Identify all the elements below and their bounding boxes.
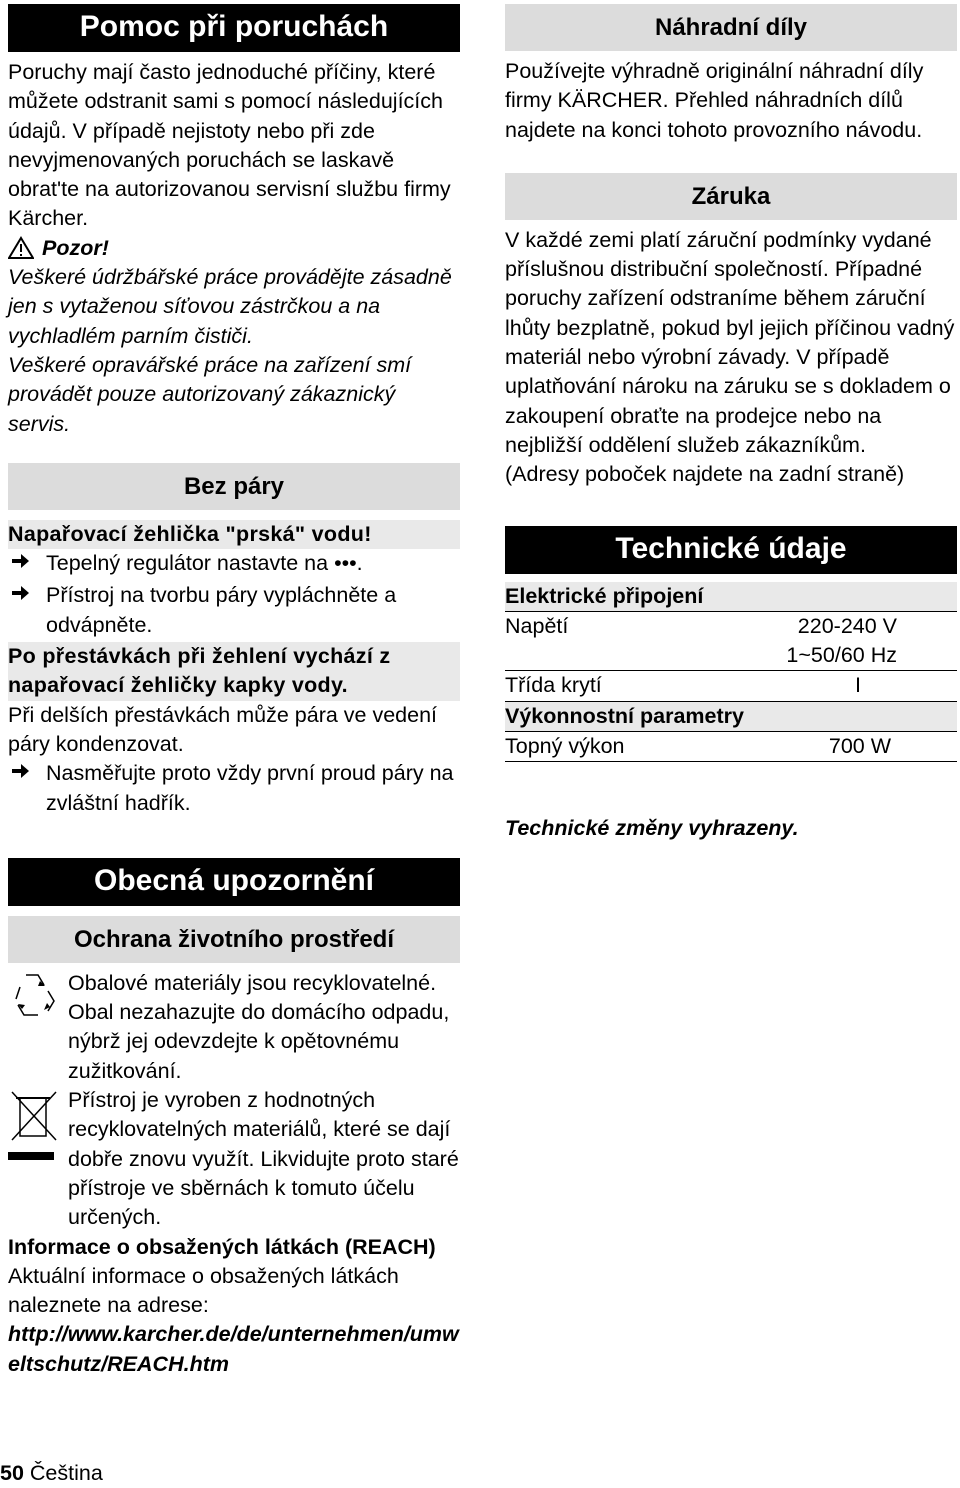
warranty-heading: Záruka: [505, 173, 957, 220]
technical-note: Technické změny vyhrazeny.: [505, 816, 799, 841]
heat-setting-symbol: •••: [334, 551, 357, 576]
voltage-value: 220-240 V: [797, 613, 897, 638]
protection-value: I: [691, 671, 957, 701]
troubleshooting-heading: Pomoc při poruchách: [8, 4, 460, 52]
warning-triangle-icon: [8, 236, 34, 260]
arrow-right-icon: [8, 549, 46, 581]
warning-label-text: Pozor!: [42, 235, 109, 260]
tech-group-1-label: Elektrické připojení: [505, 582, 957, 612]
heating-label: Topný výkon: [505, 732, 691, 762]
disposal-paragraph: [8, 1086, 460, 1232]
step-1a-text: Tepelný regulátor nastavte na: [46, 551, 329, 576]
environment-heading: Ochrana životního prostředí: [8, 916, 460, 963]
tech-row-voltage: [505, 611, 957, 641]
page-language: Čeština: [29, 1461, 103, 1485]
warning-text-1: Veškeré údržbářské práce provádějte zásadně jen s vytaženou síťovou zástrčkou a na vychladlém parním čističi.: [8, 265, 452, 348]
arrow-right-icon: [8, 759, 46, 818]
problem-2: Po přestávkách při žehlení vychází z napařovací žehličky kapky vody.: [8, 642, 460, 701]
warranty-addresses: (Adresy poboček najdete na zadní straně): [505, 462, 905, 487]
tech-row-heating: [505, 732, 957, 762]
page-footer: [0, 1459, 103, 1488]
spare-parts-text: Používejte výhradně originální náhradní díly firmy KÄRCHER. Přehled náhradních dílů najdete na konci tohoto provozního návodu.: [505, 59, 924, 142]
technical-table: [505, 582, 957, 763]
tech-group-electrical: [505, 582, 957, 612]
warning-label: [8, 234, 460, 263]
warning-text-2: Veškeré opravářské práce na zařízení smí provádět pouze autorizovaný zákaznický servis.: [8, 352, 412, 436]
frequency-value: 1~50/60 Hz: [691, 641, 957, 671]
arrow-right-icon: [8, 581, 46, 640]
spare-parts-heading: Náhradní díly: [505, 4, 957, 51]
tech-row-frequency: [505, 641, 957, 671]
recycling-icon: [8, 969, 68, 1086]
step-1b: [8, 581, 460, 640]
tech-row-protection: [505, 671, 957, 701]
heating-value: 700 W: [691, 732, 957, 762]
tech-group-2-label: Výkonnostní parametry: [505, 701, 957, 731]
crossed-bin-icon: [8, 1086, 68, 1232]
tech-group-performance: [505, 701, 957, 731]
voltage-label: Napětí: [505, 613, 569, 638]
text-2: Při delších přestávkách může pára ve vedení páry kondenzovat.: [8, 702, 438, 756]
page-number: 50: [0, 1461, 24, 1485]
warranty-text: V každé zemi platí záruční podmínky vydané příslušnou distribuční společností. Případné poruchy zařízení odstraníme během záruční lhůty bezplatně, pokud byl jejich příčinou vadný materiál nebo výrobní závady. V případě uplatňování nároku na záruku se s dokladem o zakoupení obraťte na prodejce nebo na nejbližší oddělení služeb zákazníkům.: [505, 227, 955, 457]
step-2-text: Nasměřujte proto vždy první proud páry na zvláštní hadřík.: [46, 761, 454, 815]
no-steam-heading: Bez páry: [8, 463, 460, 510]
env-text-2: Přístroj je vyroben z hodnotných recyklovatelných materiálů, které se dají dobře znovu využít. Likvidujte proto staré přístroje ve sběrnách k tomuto účelu určených.: [68, 1088, 459, 1230]
troubleshooting-intro: Poruchy mají často jednoduché příčiny, které můžete odstranit sami s pomocí následujících údajů. V případě nejistoty nebo při zde nevyjmenovaných poruchách se laskavě obrat'te na autorizovanou servisní službu firmy Kärcher.: [8, 60, 451, 231]
left-column: [8, 0, 460, 1379]
env-text-1: Obalové materiály jsou recyklovatelné. Obal nezahazujte do domácího odpadu, nýbrž jej odevzdejte k opětovnému zužitkování.: [68, 970, 450, 1083]
step-1b-text: Přístroj na tvorbu páry vypláchněte a odvápněte.: [46, 583, 397, 637]
reach-heading: Informace o obsažených látkách (REACH): [8, 1234, 436, 1259]
protection-label: Třída krytí: [505, 671, 691, 701]
reach-text: Aktuální informace o obsažených látkách naleznete na adrese:: [8, 1263, 399, 1318]
general-heading: Obecná upozornění: [8, 858, 460, 906]
reach-link[interactable]: http://www.karcher.de/de/unternehmen/umweltschutz/REACH.htm: [8, 1322, 459, 1376]
recycling-paragraph: [8, 969, 460, 1086]
step-2: [8, 759, 460, 818]
step-1a: Tepelný regulátor nastavte na •••.: [8, 549, 460, 581]
technical-heading: Technické údaje: [505, 526, 957, 574]
right-column: [505, 0, 957, 844]
problem-1: Napařovací žehlička "prská" vodu!: [8, 520, 460, 549]
